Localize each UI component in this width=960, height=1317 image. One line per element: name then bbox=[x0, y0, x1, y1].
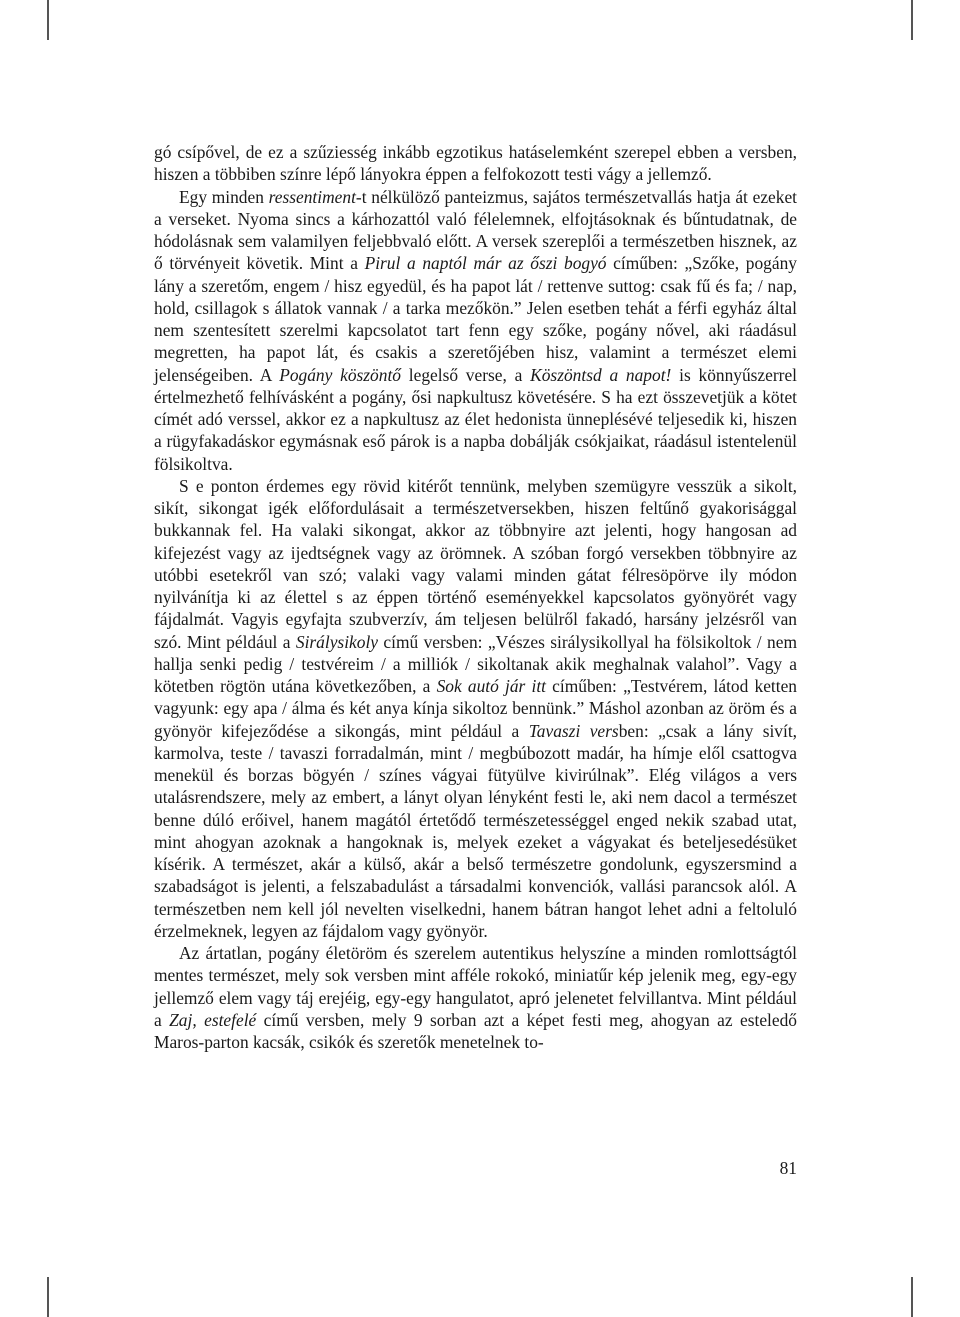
page-number: 81 bbox=[779, 1158, 797, 1178]
text-run: legelső verse, a bbox=[400, 364, 531, 385]
paragraph bbox=[154, 475, 797, 942]
paragraph bbox=[154, 141, 797, 186]
text-run: címűben: „Testvérem, látod ketten vagyunk: egy apa / álma és két anya kínja sikoltoz bennünk.” Máshol azonban az öröm és a gyönyör kifejeződése a sikongás, mint például a bbox=[154, 676, 797, 741]
italic-title: Köszöntsd a napot! bbox=[530, 364, 672, 385]
crop-mark-bottom-left bbox=[47, 1277, 49, 1317]
italic-title: ressentiment bbox=[268, 186, 356, 207]
text-run: című versben, mely 9 sorban azt a képet festi meg, ahogyan az esteledő Maros-parton kacsák, csikók és szeretők menetelnek to- bbox=[154, 1009, 797, 1052]
italic-title: Sirálysikoly bbox=[295, 631, 378, 652]
italic-title: Zaj, estefelé bbox=[169, 1009, 257, 1030]
crop-mark-top-right bbox=[911, 0, 913, 40]
italic-title: Sok autó jár itt bbox=[436, 676, 546, 696]
crop-mark-bottom-right bbox=[911, 1277, 913, 1317]
paragraph bbox=[154, 186, 797, 475]
crop-mark-top-left bbox=[47, 0, 49, 40]
text-run: -t nélkülöző panteizmus, sajátos természetvallás hatja át ezeket a verseket. Nyoma sincs a kárhozattól való félelemnek, elfojtásoknak és bűntudatnak, de hódolásnak sem valamilyen feljebbvaló előtt. A versek szereplői a természetben hisznek, az ő törvényeit követik. Mint a bbox=[154, 186, 798, 274]
text-run: címűben: „Szőke, pogány lány a szeretőm, engem / hisz egyedül, és ha papot lát / rettenve suttog: csak fű és fa; / nap, hold, csillagok s állatok vannak / a tarka mezőkön.” Jelen esetben tehát a férfi egyház által nem szentesített szerelmi kapcsolatot tart fenn egy szőke, pogány nővel, aki ráadásul megretten, ha papot lát, és csakis a szeretőjében hisz, valamint a természet elemi jelenségeiben. A bbox=[154, 253, 797, 385]
text-run: Az ártatlan, pogány életöröm és szerelem autentikus helyszíne a minden romlottságtól mentes természet, mely sok versben mint afféle rokokó, miniatűr kép jelenik meg, egy-egy jellemző elem vagy táj erejéig, egy-egy hangulatot, apró jelenetet felvillantva. Mint például a bbox=[154, 943, 797, 1030]
text-run: is könnyűszerrel értelmezhető felhívásként a pogány, ősi napkultusz követésére. S ha ezt összevetjük a kötet címét adó verssel, akkor ez a napkultusz az élet hedonista ünneplésévé teljesedik ki, hiszen a rügyfakadáskor egymásnak eső párok is a napba dobálják csókjaikat, ráadásul istentelenül fölsikoltva. bbox=[154, 364, 798, 474]
text-run: ben: „csak a lány sivít, karmolva, teste / tavaszi forradalmán, mint / megbúbozott madár, ha hímje elől csattogva menekül és borzas bögyén / színes vágyai fütyülve kivirúlnak”. Elég világos a vers utalásrendszere, mely az embert, a lányt olyan lényként festi le, aki nem dacol a természet benne dúló erőivel, hanem magától értetődő természetességgel enged nekik szabad utat, mint ahogyan azoknak a hangoknak is, melyek ezeket a vágyakat és beteljesedésüket kísérik. A természet, akár a külső, akár a belső természetre gondolunk, egyszersmind a szabadságot is jelenti, a felszabadulást a társadalmi konvenciók, vallási parancsok alól. A természetben nem kell jól nevelten viselkedni, hanem bátran hangot lehet adni a feltoluló érzelmeknek, legyen az fájdalom vagy gyönyör. bbox=[154, 720, 798, 941]
text-run: gó csípővel, de ez a szűziesség inkább egzotikus hatáselemként szerepel ebben a versben, hiszen a többiben színre lépő lányokra éppen a felfokozott testi vágy a jellemző. bbox=[154, 142, 797, 185]
text-run: Egy minden bbox=[179, 186, 269, 207]
body-text bbox=[154, 141, 797, 1053]
text-run: című versben: „Vészes sirálysikollyal ha fölsikoltok / nem hallja senki pedig / testvéreim / a milliók / sikoltanak akik meghalnak valahol”. Vagy a kötetben rögtön utána következőben, a bbox=[154, 631, 797, 696]
italic-title: Tavaszi vers bbox=[528, 720, 619, 741]
text-run: S e ponton érdemes egy rövid kitérőt tennünk, melyben szemügyre vesszük a sikolt, sikít, sikongat igék előfordulásait a természetversekben, hiszen feltűnő gyakorisággal bukkannak fel. Ha valaki sikongat, akkor az többnyire azt jelenti, hogy hangosan ad kifejezést vagy az ijedtségnek vagy az örömnek. A szóban forgó versekben többnyire az utóbbi esetekről van szó; valaki vagy valami minden gátat félresöpörve ily módon nyilvánítja ki az élettel s az éppen történő eseményekkel kapcsolatos gyönyörét vagy fájdalmát. Vagyis egyfajta szubverzív, ám teljesen belülről fakadó, harsány jelzésről van szó. Mint például a bbox=[154, 475, 797, 652]
paragraph bbox=[154, 942, 797, 1053]
italic-title: Pogány köszöntő bbox=[279, 364, 401, 385]
italic-title: Pirul a naptól már az őszi bogyó bbox=[364, 253, 607, 274]
